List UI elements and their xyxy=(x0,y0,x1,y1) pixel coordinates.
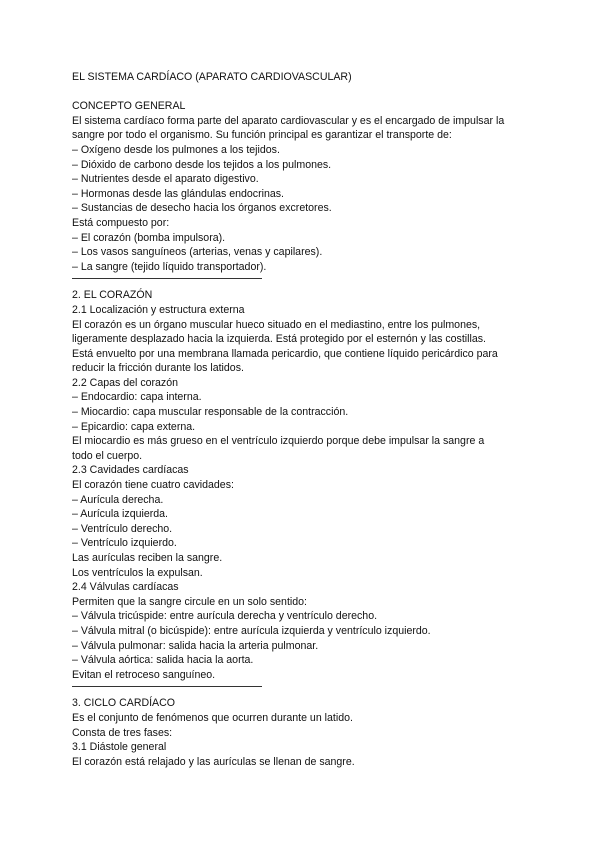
text-line: – Aurícula izquierda. xyxy=(72,508,168,521)
text-line: – Válvula mitral (o bicúspide): entre aurícula izquierda y ventrículo izquierdo. xyxy=(72,624,431,637)
text-line: reducir la fricción durante los latidos. xyxy=(72,362,244,375)
text-line: Es el conjunto de fenómenos que ocurren durante un latido. xyxy=(72,711,353,724)
text-line: – Nutrientes desde el aparato digestivo. xyxy=(72,173,259,186)
text-line: Los ventrículos la expulsan. xyxy=(72,566,203,579)
text-line: Está envuelto por una membrana llamada pericardio, que contiene líquido pericárdico para xyxy=(72,347,498,360)
text-line: – Oxígeno desde los pulmones a los tejidos. xyxy=(72,143,280,156)
text-line: – Dióxido de carbono desde los tejidos a los pulmones. xyxy=(72,158,332,171)
text-line: – Válvula tricúspide: entre aurícula derecha y ventrículo derecho. xyxy=(72,610,378,623)
text-line: – El corazón (bomba impulsora). xyxy=(72,231,226,244)
text-line: Evitan el retroceso sanguíneo. xyxy=(72,668,216,681)
text-line: Las aurículas reciben la sangre. xyxy=(72,552,223,564)
section-divider xyxy=(72,278,262,279)
text-line: – La sangre (tejido líquido transportador). xyxy=(72,260,267,273)
text-line: – Sustancias de desecho hacia los órganos excretores. xyxy=(72,202,332,215)
spacer xyxy=(72,85,542,100)
text-line: – Ventrículo izquierdo. xyxy=(72,537,177,550)
text-line: – Los vasos sanguíneos (arterias, venas y capilares). xyxy=(72,246,323,259)
text-line: – Endocardio: capa interna. xyxy=(72,391,202,404)
text-line: 3.1 Diástole general xyxy=(72,741,167,754)
section-heading: CONCEPTO GENERAL xyxy=(72,100,186,113)
text-line: 2.2 Capas del corazón xyxy=(72,376,179,389)
text-line: – Miocardio: capa muscular responsable de la contracción. xyxy=(72,406,349,419)
text-line: 2.1 Localización y estructura externa xyxy=(72,303,245,316)
text-line: todo el cuerpo. xyxy=(72,449,143,462)
text-line: – Válvula pulmonar: salida hacia la arteria pulmonar. xyxy=(72,639,319,652)
text-line: 2.4 Válvulas cardíacas xyxy=(72,581,179,594)
document-title: EL SISTEMA CARDÍACO (APARATO CARDIOVASCULAR) xyxy=(72,71,352,83)
sections-container xyxy=(72,99,542,769)
text-line: El corazón es un órgano muscular hueco situado en el mediastino, entre los pulmones, xyxy=(72,318,481,331)
document-body xyxy=(72,70,542,769)
text-line: sangre por todo el organismo. Su función principal es garantizar el transporte de: xyxy=(72,129,452,142)
text-line: 2.3 Cavidades cardíacas xyxy=(72,464,189,477)
text-line: ligeramente desplazado hacia la izquierda. Está protegido por el esternón y las costillas. xyxy=(72,333,486,346)
text-line: – Epicardio: capa externa. xyxy=(72,420,196,433)
section-heading: 2. EL CORAZÓN xyxy=(72,289,153,302)
text-line: Consta de tres fases: xyxy=(72,726,173,739)
section-heading: 3. CICLO CARDÍACO xyxy=(72,697,176,710)
text-line: Está compuesto por: xyxy=(72,216,170,229)
text-line: – Aurícula derecha. xyxy=(72,493,164,506)
text-line: – Ventrículo derecho. xyxy=(72,522,173,535)
text-line: El corazón está relajado y las aurículas se llenan de sangre. xyxy=(72,755,355,768)
text-line: – Hormonas desde las glándulas endocrinas. xyxy=(72,187,285,200)
text-line: Permiten que la sangre circule en un solo sentido: xyxy=(72,595,307,608)
text-line: El sistema cardíaco forma parte del aparato cardiovascular y es el encargado de impulsar la xyxy=(72,114,505,127)
text-line: El corazón tiene cuatro cavidades: xyxy=(72,479,234,492)
text-line: El miocardio es más grueso en el ventrículo izquierdo porque debe impulsar la sangre a xyxy=(72,435,485,448)
text-line: – Válvula aórtica: salida hacia la aorta. xyxy=(72,654,254,667)
section-divider xyxy=(72,686,262,687)
